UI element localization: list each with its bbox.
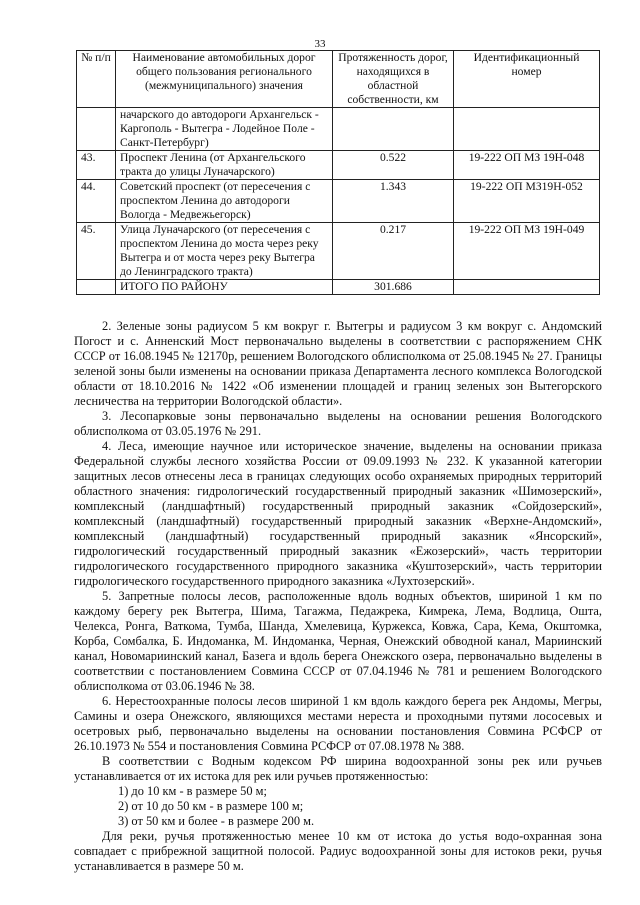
list-item: 2) от 10 до 50 км - в размере 100 м; <box>118 799 304 813</box>
paragraph-restricted-strips: 5. Запретные полосы лесов, расположенные вдоль водных объектов, шириной 1 км по каждому берегу рек Вытегра, Шима, Тагажма, Педажрека, Кимрека, Лема, Водлица, Ошта, Челекса, Ронга, Ваткома, Тумба, Шанда, Хмелевица, Куржекса, Ковжа, Сара, Кема, Окштомка, Корба, Сомбалка, Б. Индоманка, М. Индоманка, Черная, Онежский обводной канал, Мариинский канал, Новомариинский канал, Базега и вдоль берега Онежского озера, первоначально выделены в соответствии с постановлением Совмина СССР от 07.04.1946 № 781 и решением Вологодского облисполкома от 03.06.1946 № 38. <box>74 589 602 693</box>
row-id-number: 19-222 ОП МЗ 19Н-049 <box>454 223 600 280</box>
row-length <box>333 108 454 151</box>
table-row <box>77 223 600 280</box>
paragraph-water-code: В соответствии с Водным кодексом РФ ширина водоохранной зоны рек или ручьев устанавливается от их истока для рек или ручьев протяженностью: <box>74 754 602 783</box>
total-length: 301.686 <box>333 280 454 295</box>
header-id-number: Идентификационный номер <box>454 51 600 108</box>
row-road-name: Улица Луначарского (от пересечения с проспектом Ленина до моста через реку Вытегра и от моста через реку Вытегра до Ленинградского тракта) <box>116 223 333 280</box>
paragraph-scientific-forests: 4. Леса, имеющие научное или историческое значение, выделены на основании приказа Федеральной службы лесного хозяйства России от 09.09.1993 № 232. К указанной категории защитных лесов отнесены леса в границах следующих особо охраняемых природных территорий областного значения: гидрологический государственный природный заказник «Шимозерский», комплексный (ландшафтный) государственный природный заказник «Сойдозерский», комплексный (ландшафтный) государственный природный заказник «Верхне-Андомский», комплексный (ландшафтный) государственный природный заказник «Янсорский», гидрологический государственный природный заказник «Ежозерский», часть территории гидрологического государственного природного заказника «Куштозерский», часть территории гидрологического государственного природного заказника «Лухтозерский». <box>74 439 602 588</box>
total-label: ИТОГО ПО РАЙОНУ <box>116 280 333 295</box>
header-length: Протяженность дорог, находящихся в областной собственности, км <box>333 51 454 108</box>
row-number: 44. <box>77 180 116 223</box>
row-id-number: 19-222 ОП МЗ19Н-052 <box>454 180 600 223</box>
row-length: 1.343 <box>333 180 454 223</box>
row-length: 0.217 <box>333 223 454 280</box>
page-number: 33 <box>314 38 326 50</box>
row-id-number <box>454 108 600 151</box>
paragraph-closing: Для реки, ручья протяженностью менее 10 км от истока до устья водо-охранная зона совпадает с прибрежной защитной полосой. Радиус водоохранной зоны для истоков реки, ручья устанавливается в размере 50 м. <box>74 829 602 873</box>
row-id-number <box>454 280 600 295</box>
table-header-row <box>77 51 600 108</box>
roads-table <box>76 50 600 295</box>
paragraph-spawning-strips: 6. Нерестоохранные полосы лесов шириной 1 км вдоль каждого берега рек Андомы, Мегры, Самины и озера Онежского, являющихся местами нереста и проходными путями лососевых и осетровых рыб, первоначально выделены на основании постановления Совмина РСФСР от 26.10.1973 № 554 и постановления Совмина РСФСР от 07.08.1978 № 388. <box>74 694 602 753</box>
row-number: 43. <box>77 151 116 180</box>
table-total-row <box>77 280 600 295</box>
list-item: 1) до 10 км - в размере 50 м; <box>118 784 267 798</box>
paragraph-forest-park-zones: 3. Лесопарковые зоны первоначально выделены на основании решения Вологодского облисполкома от 03.05.1976 № 291. <box>74 409 602 438</box>
row-length: 0.522 <box>333 151 454 180</box>
row-id-number: 19-222 ОП МЗ 19Н-048 <box>454 151 600 180</box>
row-number <box>77 108 116 151</box>
header-road-name: Наименование автомобильных дорог общего пользования регионального (межмуниципального) значения <box>116 51 333 108</box>
table-row <box>77 180 600 223</box>
paragraph-green-zones: 2. Зеленые зоны радиусом 5 км вокруг г. Вытегры и радиусом 3 км вокруг с. Андомский Погост и с. Анненский Мост первоначально выделены в соответствии с распоряжением СНК СССР от 16.08.1945 № 12170р, решением Вологодского облисполкома от 25.08.1945 № 27. Границы зеленой зоны были изменены на основании приказа Департамента лесного комплекса Вологодской области от 18.10.2016 № 1422 «Об изменении площадей и границ зеленых зон Вытегорского лесничества на территории Вологодской области». <box>74 319 602 408</box>
body-text <box>74 319 602 874</box>
row-road-name: Проспект Ленина (от Архангельского тракта до улицы Луначарского) <box>116 151 333 180</box>
table-row <box>77 108 600 151</box>
row-number: 45. <box>77 223 116 280</box>
row-road-name: начарского до автодороги Архангельск - Каргополь - Вытегра - Лодейное Поле - Санкт-Петербург) <box>116 108 333 151</box>
header-number: № п/п <box>77 51 116 108</box>
row-road-name: Советский проспект (от пересечения с проспектом Ленина до автодороги Вологда - Медвежьегорск) <box>116 180 333 223</box>
row-number <box>77 280 116 295</box>
table-row <box>77 151 600 180</box>
list-item: 3) от 50 км и более - в размере 200 м. <box>118 814 315 828</box>
